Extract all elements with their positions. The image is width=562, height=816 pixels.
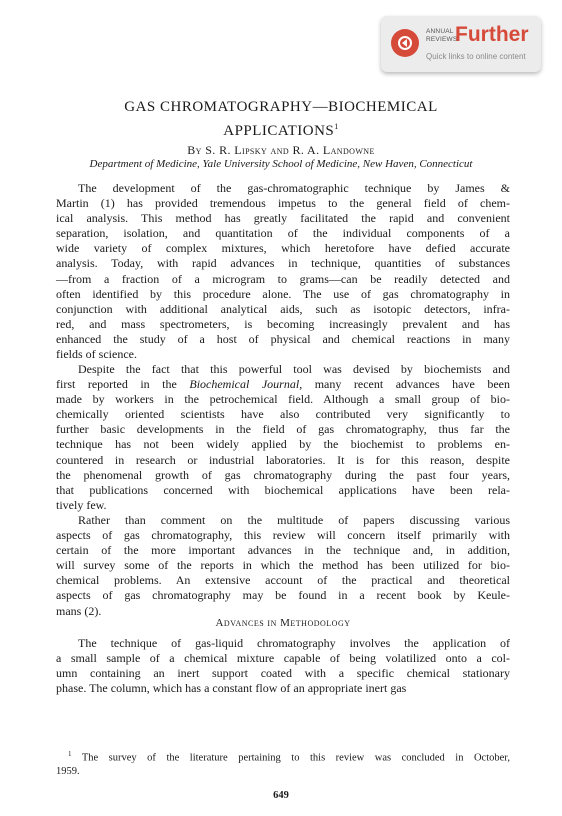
text-line: wide variety of complex mixtures, which heretofore have defied accurate — [56, 241, 510, 256]
badge-subtitle: Quick links to online content — [426, 52, 526, 61]
title-footnote-mark[interactable]: 1 — [334, 122, 339, 131]
article-authors: By S. R. Lipsky and R. A. Landowne — [187, 143, 375, 157]
text-line: umn containing an inert support coated with a specific chemical stationary — [56, 666, 510, 681]
text-line: analysis. Today, with rapid advances in technique, quantities of substances — [56, 256, 510, 271]
text-line: made by workers in the petrochemical field. Although a small group of bio- — [56, 392, 510, 407]
text-line: ical analysis. This method has greatly facilitated the rapid and convenient — [56, 211, 510, 226]
text-line: will survey some of the reports in which the method has been utilized for bio- — [56, 558, 510, 573]
play-back-icon[interactable] — [391, 29, 419, 57]
text-line: chemically oriented scientists have also contributed very significantly to — [56, 407, 510, 422]
text-line: chemical problems. An extensive account of the practical and theoretical — [56, 573, 510, 588]
article-title-line-2 — [80, 117, 482, 141]
text-line: Martin (1) has provided tremendous impetus to the general field of chem- — [56, 196, 510, 211]
text-line: fields of science. — [56, 347, 137, 362]
text-line: aspects of gas chromatography may be found in a recent book by Keule- — [56, 588, 510, 603]
text-line: Despite the fact that this powerful tool was devised by biochemists and — [78, 362, 510, 376]
text-line: The development of the gas-chromatographic technique by James & — [78, 181, 510, 195]
text-line: aspects of gas chromatography, this review will concern itself primarily with — [56, 528, 510, 543]
text-line: enhanced the study of a host of physical and chemical reactions in many — [56, 331, 510, 346]
article-title-line-1: GAS CHROMATOGRAPHY—BIOCHEMICAL — [124, 99, 438, 115]
paragraph-2 — [56, 362, 510, 513]
text-line: conjunction with additional analytical aids, such as isotopic detectors, infra- — [56, 301, 510, 316]
text-line: a small sample of a chemical mixture capable of being volatilized onto a col- — [56, 651, 510, 666]
footnote-line: 1959. — [56, 765, 80, 777]
footnote-line: $^1$ The survey of the literature pertaining to this review was concluded in October, — [68, 750, 510, 764]
paragraph-4 — [56, 636, 510, 696]
text-line: —from a fraction of a microgram to grams—can be readily detected and — [56, 271, 510, 286]
text-line: often identified by this procedure alone. The use of gas chromatography in — [56, 286, 510, 301]
text-line: that publications concerned with biochemical applications have been rela- — [56, 482, 510, 497]
text-line: certain of the more important advances in the technique and, in addition, — [56, 543, 510, 558]
text-line: technique has not been widely applied by the biochemist to problems en- — [56, 437, 510, 452]
text-line: the phenomenal growth of gas chromatography during the past four years, — [56, 467, 510, 482]
badge-publisher-label: ANNUAL REVIEWS — [426, 28, 458, 43]
text-line: further basic developments in the field of gas chromatography, thus far the — [56, 422, 510, 437]
footnote — [56, 748, 510, 778]
text-line: countered in research or industrial laboratories. It is for this reason, despite — [56, 452, 510, 467]
badge-title: Further — [455, 23, 529, 46]
text-line: The technique of gas-liquid chromatography involves the application of — [78, 636, 510, 650]
text-line: first reported in the Biochemical Journal, many recent advances have been — [56, 377, 510, 392]
paragraph-3 — [56, 513, 510, 619]
text-line: red, and mass spectrometers, is becoming increasingly prevalent and has — [56, 316, 510, 331]
text-line: tively few. — [56, 497, 107, 512]
text-line: separation, isolation, and quantitation of the individual components of a — [56, 226, 510, 241]
paragraph-1 — [56, 181, 510, 362]
text-line: Rather than comment on the multitude of papers discussing various — [78, 513, 510, 527]
article-title-text: APPLICATIONS — [223, 123, 335, 139]
section-heading: Advances in Methodology — [215, 617, 351, 629]
page-number: 649 — [273, 790, 289, 801]
text-line: mans (2). — [56, 603, 102, 618]
further-links-badge[interactable] — [381, 16, 541, 72]
author-affiliation: Department of Medicine, Yale University School of Medicine, New Haven, Connecticut — [89, 158, 473, 170]
text-line: phase. The column, which has a constant flow of an appropriate inert gas — [56, 681, 407, 696]
footnote-mark: 1 — [68, 750, 72, 758]
